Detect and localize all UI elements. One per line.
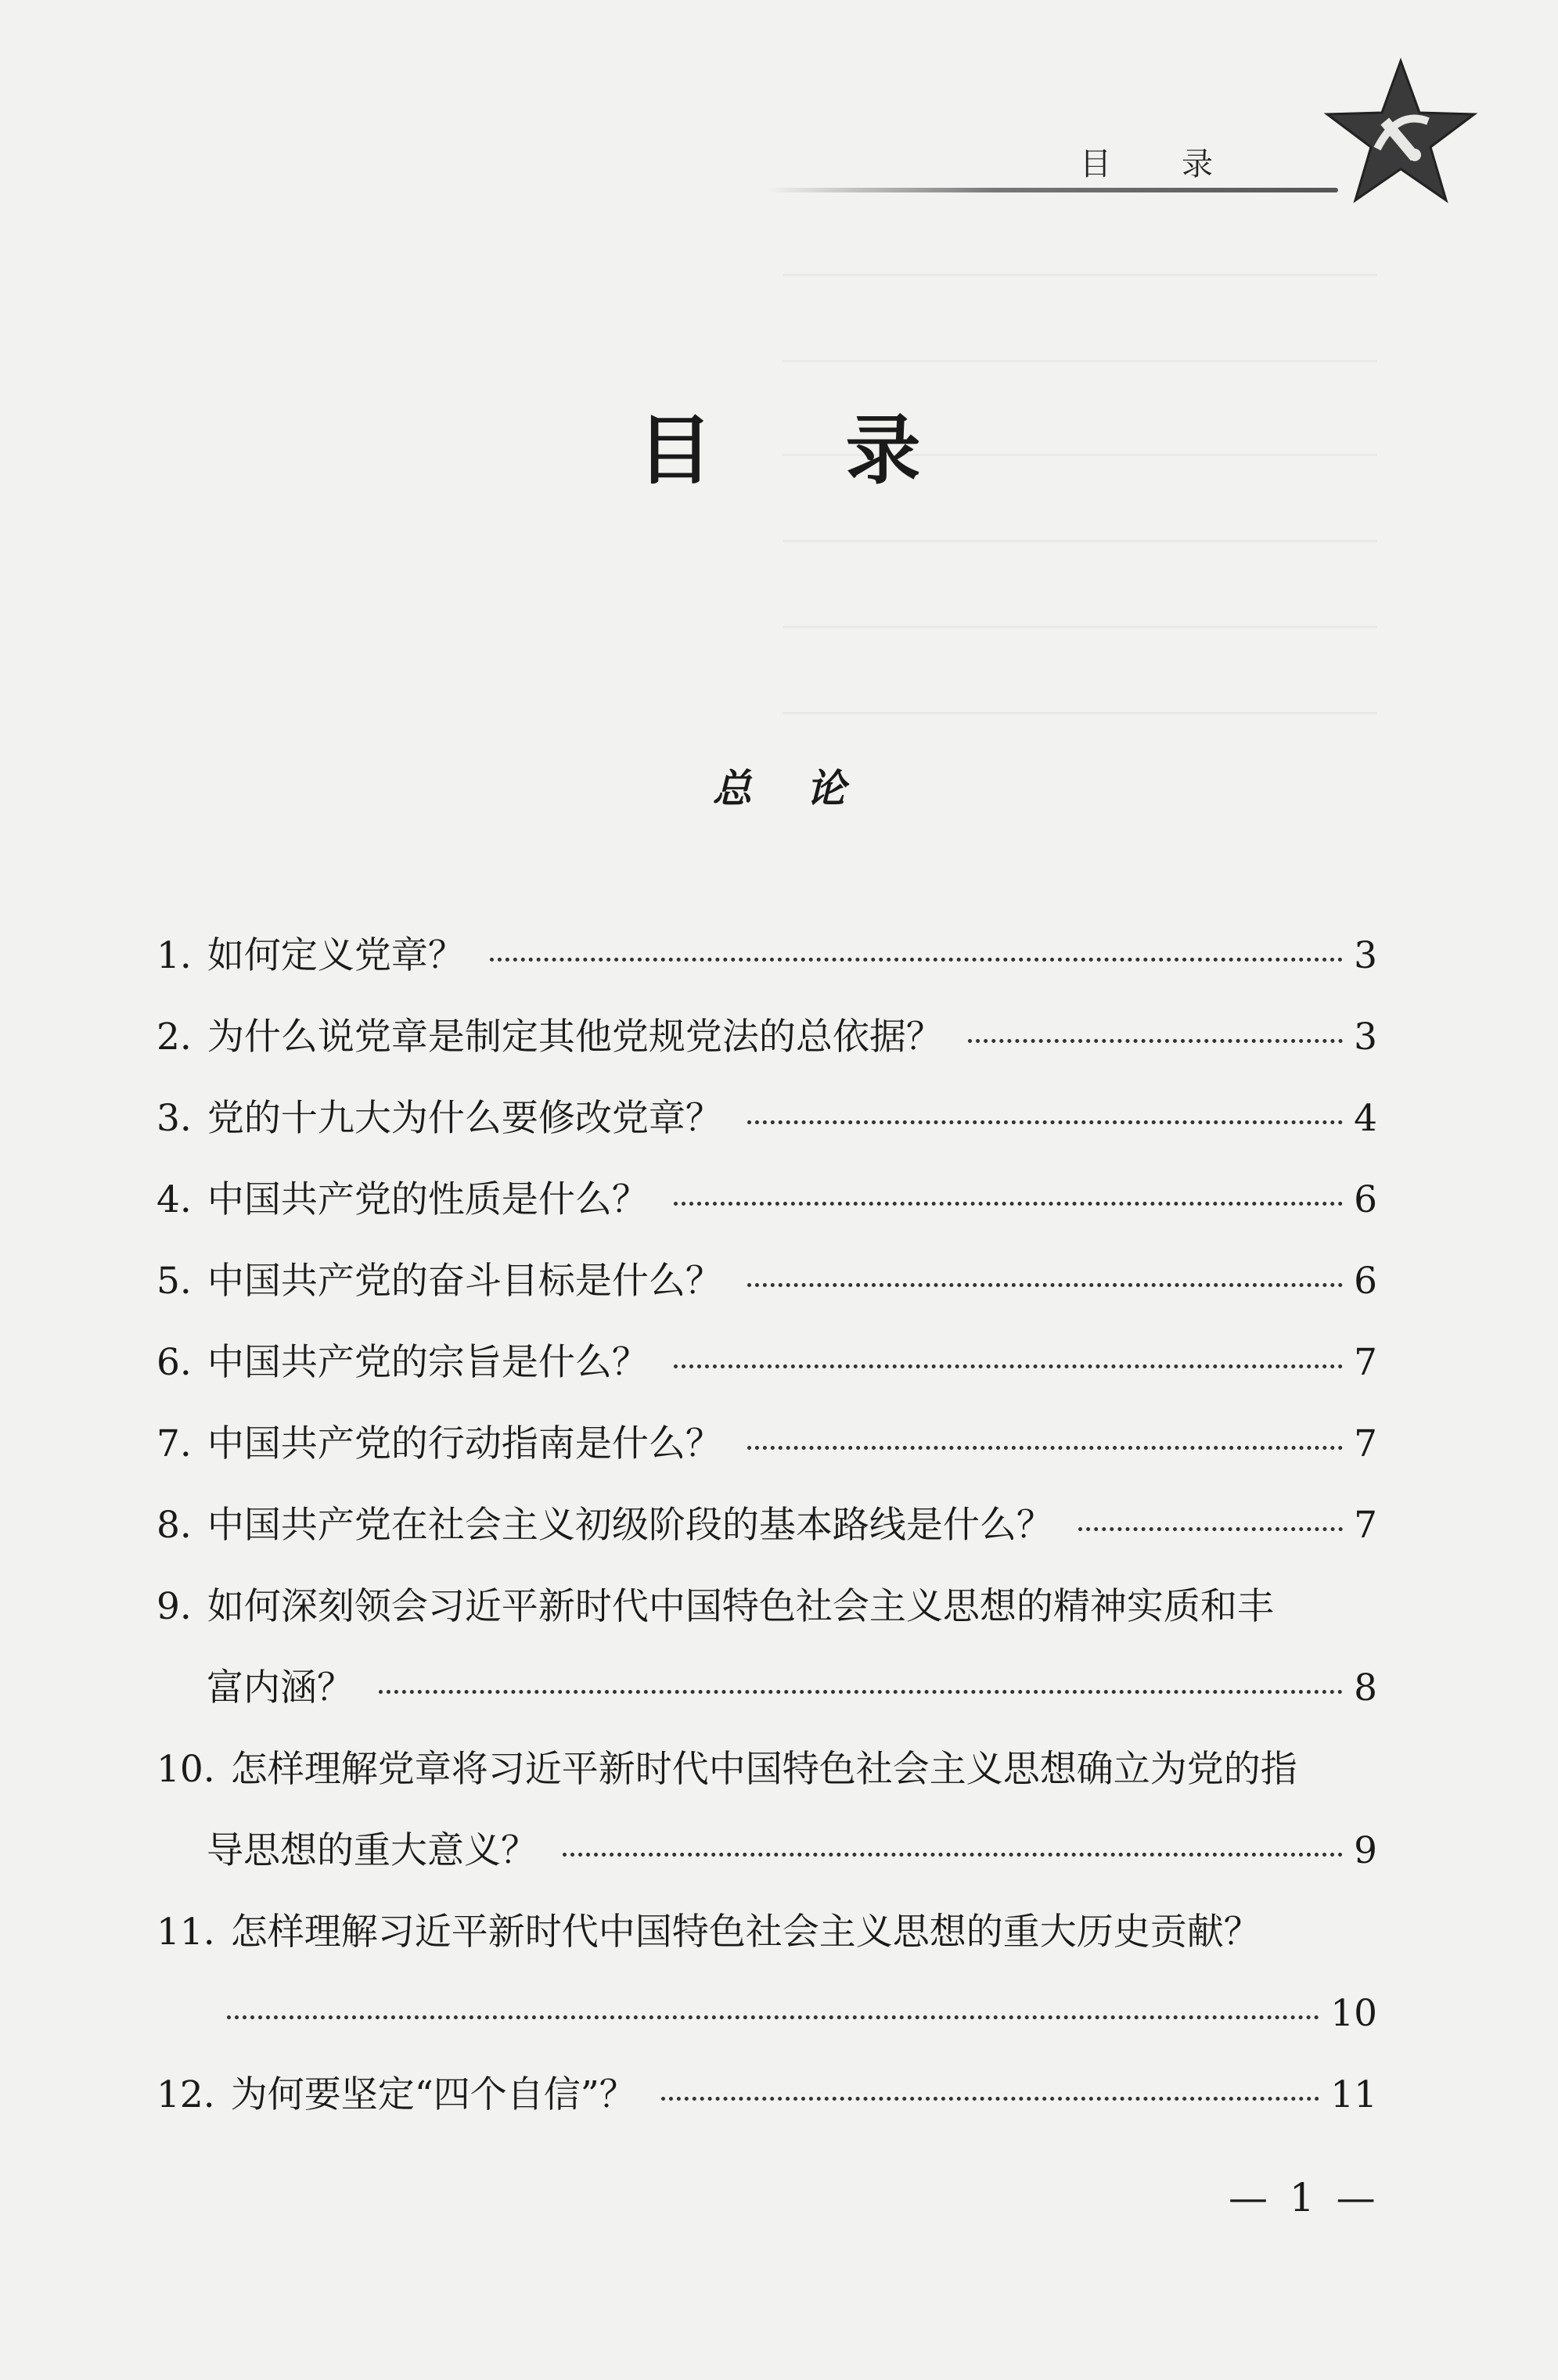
running-header — [767, 131, 1369, 194]
header-rule — [767, 188, 1338, 192]
entry-number: 9. — [157, 1585, 192, 1628]
entry-title-continuation: 导思想的重大意义？ — [207, 1829, 538, 1872]
entry-title: 中国共产党在社会主义初级阶段的基本路线是什么？ — [207, 1504, 1053, 1547]
toc-entry[interactable] — [157, 1566, 1377, 1729]
dot-leader — [747, 1283, 1343, 1287]
toc-entry[interactable] — [157, 1404, 1377, 1485]
bleed-through-line — [783, 626, 1377, 628]
entry-number: 5. — [157, 1260, 192, 1303]
dot-leader — [1078, 1527, 1343, 1531]
entry-number: 4. — [157, 1178, 192, 1221]
entry-page-number: 7 — [1354, 1422, 1377, 1465]
entry-page-number: 10 — [1330, 1992, 1377, 2035]
entry-title: 中国共产党的宗旨是什么？ — [207, 1341, 649, 1384]
toc-entry[interactable] — [157, 1485, 1377, 1566]
entry-title: 如何定义党章？ — [207, 934, 465, 977]
dot-leader — [747, 1120, 1343, 1124]
toc-entry[interactable] — [157, 1322, 1377, 1404]
entry-title: 怎样理解习近平新时代中国特色社会主义思想的重大历史贡献？ — [230, 1911, 1261, 1954]
entry-title: 党的十九大为什么要修改党章？ — [207, 1097, 722, 1140]
toc-entry[interactable] — [157, 1241, 1377, 1322]
entry-page-number: 9 — [1354, 1829, 1377, 1872]
entry-page-number: 6 — [1354, 1178, 1377, 1221]
entry-title-continuation: 富内涵？ — [207, 1666, 354, 1710]
entry-page-number: 8 — [1354, 1666, 1377, 1710]
bleed-through-line — [783, 540, 1377, 542]
entry-title: 中国共产党的奋斗目标是什么？ — [207, 1260, 722, 1303]
entry-page-number: 6 — [1354, 1260, 1377, 1303]
entry-page-number: 3 — [1354, 1016, 1377, 1059]
entry-page-number: 3 — [1354, 934, 1377, 977]
dot-leader — [661, 2097, 1319, 2101]
page-title: 目录 — [637, 407, 1054, 494]
bleed-through-line — [783, 360, 1377, 362]
running-header-label: 目录 — [1080, 146, 1283, 182]
toc-entry[interactable] — [157, 915, 1377, 997]
entry-number: 3. — [157, 1097, 192, 1140]
dot-leader — [968, 1039, 1343, 1043]
dot-leader — [379, 1690, 1343, 1694]
dot-leader — [563, 1853, 1343, 1857]
entry-page-number: 4 — [1354, 1097, 1377, 1140]
entry-number: 10. — [157, 1748, 215, 1791]
entry-number: 2. — [157, 1016, 192, 1059]
entry-number: 6. — [157, 1341, 192, 1384]
dot-leader — [490, 958, 1343, 962]
entry-title: 为什么说党章是制定其他党规党法的总依据？ — [207, 1016, 943, 1059]
section-heading: 总论 — [712, 765, 901, 811]
party-star-emblem-icon — [1322, 55, 1479, 211]
dot-leader — [674, 1202, 1343, 1206]
toc-entry[interactable] — [157, 997, 1377, 1078]
entry-number: 1. — [157, 934, 192, 977]
toc-entry[interactable] — [157, 1729, 1377, 1892]
bleed-through-line — [783, 274, 1377, 276]
entry-number: 8. — [157, 1504, 192, 1547]
bleed-through-line — [783, 712, 1377, 714]
entry-number: 7. — [157, 1422, 192, 1465]
entry-number: 11. — [157, 1911, 215, 1954]
toc-entry[interactable] — [157, 1892, 1377, 2055]
dot-leader — [674, 1364, 1343, 1368]
entry-title: 怎样理解党章将习近平新时代中国特色社会主义思想确立为党的指 — [230, 1748, 1297, 1791]
toc-entry[interactable] — [157, 2055, 1377, 2136]
entry-page-number: 7 — [1354, 1341, 1377, 1384]
dot-leader — [227, 2015, 1319, 2019]
entry-title: 如何深刻领会习近平新时代中国特色社会主义思想的精神实质和丰 — [207, 1585, 1274, 1628]
entry-title: 为何要坚定“四个自信”？ — [230, 2073, 636, 2116]
entry-page-number: 11 — [1330, 2073, 1377, 2116]
table-of-contents — [157, 915, 1377, 2136]
entry-title: 中国共产党的行动指南是什么？ — [207, 1422, 722, 1465]
page-number-footer: — 1 — — [1229, 2175, 1380, 2220]
toc-entry[interactable] — [157, 1159, 1377, 1241]
dot-leader — [747, 1446, 1343, 1450]
toc-entry[interactable] — [157, 1078, 1377, 1159]
entry-number: 12. — [157, 2073, 215, 2116]
entry-title: 中国共产党的性质是什么？ — [207, 1178, 649, 1221]
entry-page-number: 7 — [1354, 1504, 1377, 1547]
